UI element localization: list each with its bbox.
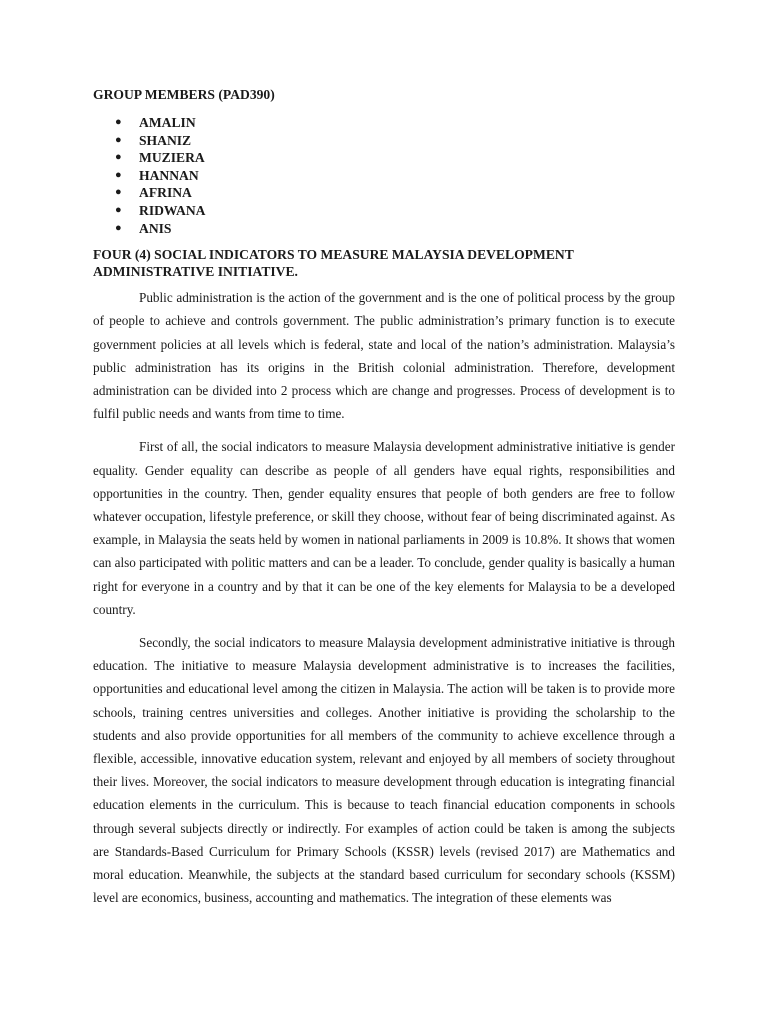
list-item [93, 114, 675, 132]
list-item [93, 184, 675, 202]
list-item [93, 202, 675, 220]
paragraph-gender-equality: First of all, the social indicators to measure Malaysia development administrative initiative is gender equality. Gender equality can describe as people of all genders have equal rights, responsibilities and opportunities in the country. Then, gender equality ensures that people of both genders are free to follow whatever occupation, lifestyle preference, or skill they choose, without fear of being discriminated against. As example, in Malaysia the seats held by women in national parliaments in 2009 is 10.8%. It shows that women can also participated with politic matters and can be a leader. To conclude, gender quality is basically a human right for everyone in a country and by that it can be one of the key elements for Malaysia to be a developed country. [93, 439, 675, 617]
list-item [93, 167, 675, 185]
member-name: ANIS [139, 220, 172, 236]
group-members-heading: GROUP MEMBERS (PAD390) [93, 87, 275, 102]
section-title: FOUR (4) SOCIAL INDICATORS TO MEASURE MALAYSIA DEVELOPMENT ADMINISTRATIVE INITIATIVE. [93, 247, 574, 279]
bullet-icon: ● [115, 186, 122, 199]
bullet-icon: ● [115, 221, 122, 234]
list-item [93, 132, 675, 150]
member-name: AFRINA [139, 185, 192, 201]
bullet-icon: ● [115, 133, 122, 146]
member-name: SHANIZ [139, 132, 192, 148]
bullet-icon: ● [115, 116, 122, 128]
member-name: RIDWANA [139, 202, 206, 218]
member-name: AMALIN [139, 115, 196, 130]
paragraph-introduction: Public administration is the action of the government and is the one of political process by the group of people to achieve and controls government. The public administration’s primary function is to execute government policies at all levels which is federal, state and local of the nation’s administration. Malaysia’s public administration has its origins in the British colonial administration. Therefore, development administration can be divided into 2 process which are change and progresses. Process of development is to fulfil public needs and wants from time to time. [93, 290, 675, 422]
bullet-icon: ● [115, 151, 122, 164]
paragraph-education: Secondly, the social indicators to measure Malaysia development administrative initiative is through education. The initiative to measure Malaysia development administrative is to increases the facilities, opportunities and educational level among the citizen in Malaysia. The action will be taken is to provide more schools, training centres universities and colleges. Another initiative is providing the scholarship to the students and also provide opportunities for all members of the community to achieve excellence through a flexible, accessible, innovative education system, relevant and enjoyed by all members of society throughout their lives. Moreover, the social indicators to measure development through education is integrating financial education elements in the curriculum. This is because to teach financial education components in schools through several subjects directly or indirectly. For examples of action could be taken is among the subjects are Standards-Based Curriculum for Primary Schools (KSSR) levels (revised 2017) are Mathematics and moral education. Meanwhile, the subjects at the standard based curriculum for secondary schools (KSSM) level are economics, business, accounting and mathematics. The integration of these elements was [93, 635, 675, 906]
bullet-icon: ● [115, 168, 122, 181]
list-item [93, 220, 675, 238]
list-item [93, 149, 675, 167]
member-name: HANNAN [139, 167, 199, 183]
members-list [93, 114, 675, 237]
bullet-icon: ● [115, 203, 122, 216]
member-name: MUZIERA [139, 150, 205, 166]
document-page [93, 86, 675, 909]
